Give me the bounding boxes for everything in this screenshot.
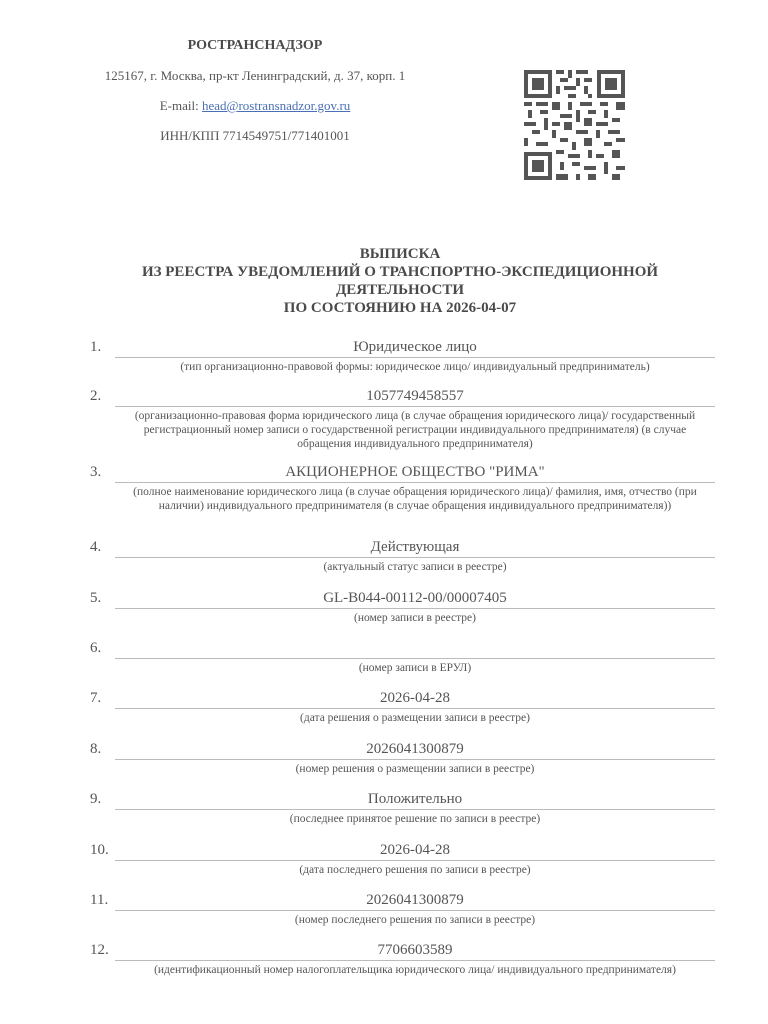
item-number: 7. <box>90 690 102 706</box>
item-value: GL-B044-00112-00/00007405 <box>115 589 715 609</box>
organization-email-line <box>80 98 430 114</box>
title-line-4: ПО СОСТОЯНИЮ НА 2026-04-07 <box>283 300 517 316</box>
item-value: 1057749458557 <box>115 387 715 407</box>
item-number: 9. <box>90 791 102 807</box>
title-line-1: ВЫПИСКА <box>359 246 441 262</box>
item-value: 2026041300879 <box>115 740 715 760</box>
item-value: Юридическое лицо <box>115 338 715 358</box>
item-value: Положительно <box>115 790 715 810</box>
item-value <box>115 639 715 659</box>
organization-name: РОСТРАНСНАДЗОР <box>187 38 323 53</box>
item-number: 6. <box>90 640 102 656</box>
item-number: 8. <box>90 741 102 757</box>
item-caption: (номер записи в ЕРУЛ) <box>358 662 472 674</box>
item-number: 12. <box>90 942 109 958</box>
item-number: 11. <box>90 892 109 908</box>
item-caption: (полное наименование юридического лица (в случае обращения юридического лица)/ фамилия, имя, отчество (при наличии) индивидуального предпринимателя (в случае обращения индивидуального предпринимателя)) <box>133 486 697 512</box>
item-value: Действующая <box>115 538 715 558</box>
organization-header <box>80 38 430 158</box>
item-caption: (идентификационный номер налогоплательщика юридического лица/ индивидуального предпринимателя) <box>154 964 676 976</box>
item-number: 3. <box>90 464 102 480</box>
item-caption: (последнее принятое решение по записи в реестре) <box>289 813 541 825</box>
item-caption: (номер записи в реестре) <box>354 612 476 624</box>
item-caption: (дата последнего решения по записи в реестре) <box>299 864 531 876</box>
item-number: 2. <box>90 388 102 404</box>
item-number: 4. <box>90 539 102 555</box>
item-caption: (тип организационно-правовой формы: юридическое лицо/ индивидуальный предприниматель) <box>180 361 650 373</box>
item-number: 1. <box>90 339 102 355</box>
title-line-2: ИЗ РЕЕСТРА УВЕДОМЛЕНИЙ О ТРАНСПОРТНО-ЭКСПЕДИЦИОННОЙ <box>141 264 659 280</box>
item-caption: (номер решения о размещении записи в реестре) <box>295 763 535 775</box>
document-title <box>100 245 700 317</box>
item-number: 10. <box>90 842 109 858</box>
qr-code <box>524 70 625 180</box>
item-value: 2026-04-28 <box>115 841 715 861</box>
item-value: 7706603589 <box>115 941 715 961</box>
item-caption: (дата решения о размещении записи в реестре) <box>300 712 530 724</box>
title-line-3: ДЕЯТЕЛЬНОСТИ <box>335 282 465 298</box>
item-caption: (актуальный статус записи в реестре) <box>323 561 507 573</box>
email-link[interactable]: head@rostransnadzor.gov.ru <box>201 98 351 113</box>
item-value: 2026041300879 <box>115 891 715 911</box>
organization-inn-kpp: ИНН/КПП 7714549751/771401001 <box>160 128 350 143</box>
item-caption: (организационно-правовая форма юридического лица (в случае обращения юридического лица)/ государственный регистрационный номер записи о государственной регистрации индивидуального предпринимателя) (в случае обращения индивидуального предпринимателя) <box>134 410 696 450</box>
organization-address: 125167, г. Москва, пр-кт Ленинградский, д. 37, корп. 1 <box>104 68 406 83</box>
item-caption: (номер последнего решения по записи в реестре) <box>294 914 536 926</box>
item-value: 2026-04-28 <box>115 689 715 709</box>
item-value: АКЦИОНЕРНОЕ ОБЩЕСТВО "РИМА" <box>115 463 715 483</box>
email-label: E-mail: <box>159 98 202 113</box>
item-number: 5. <box>90 590 102 606</box>
